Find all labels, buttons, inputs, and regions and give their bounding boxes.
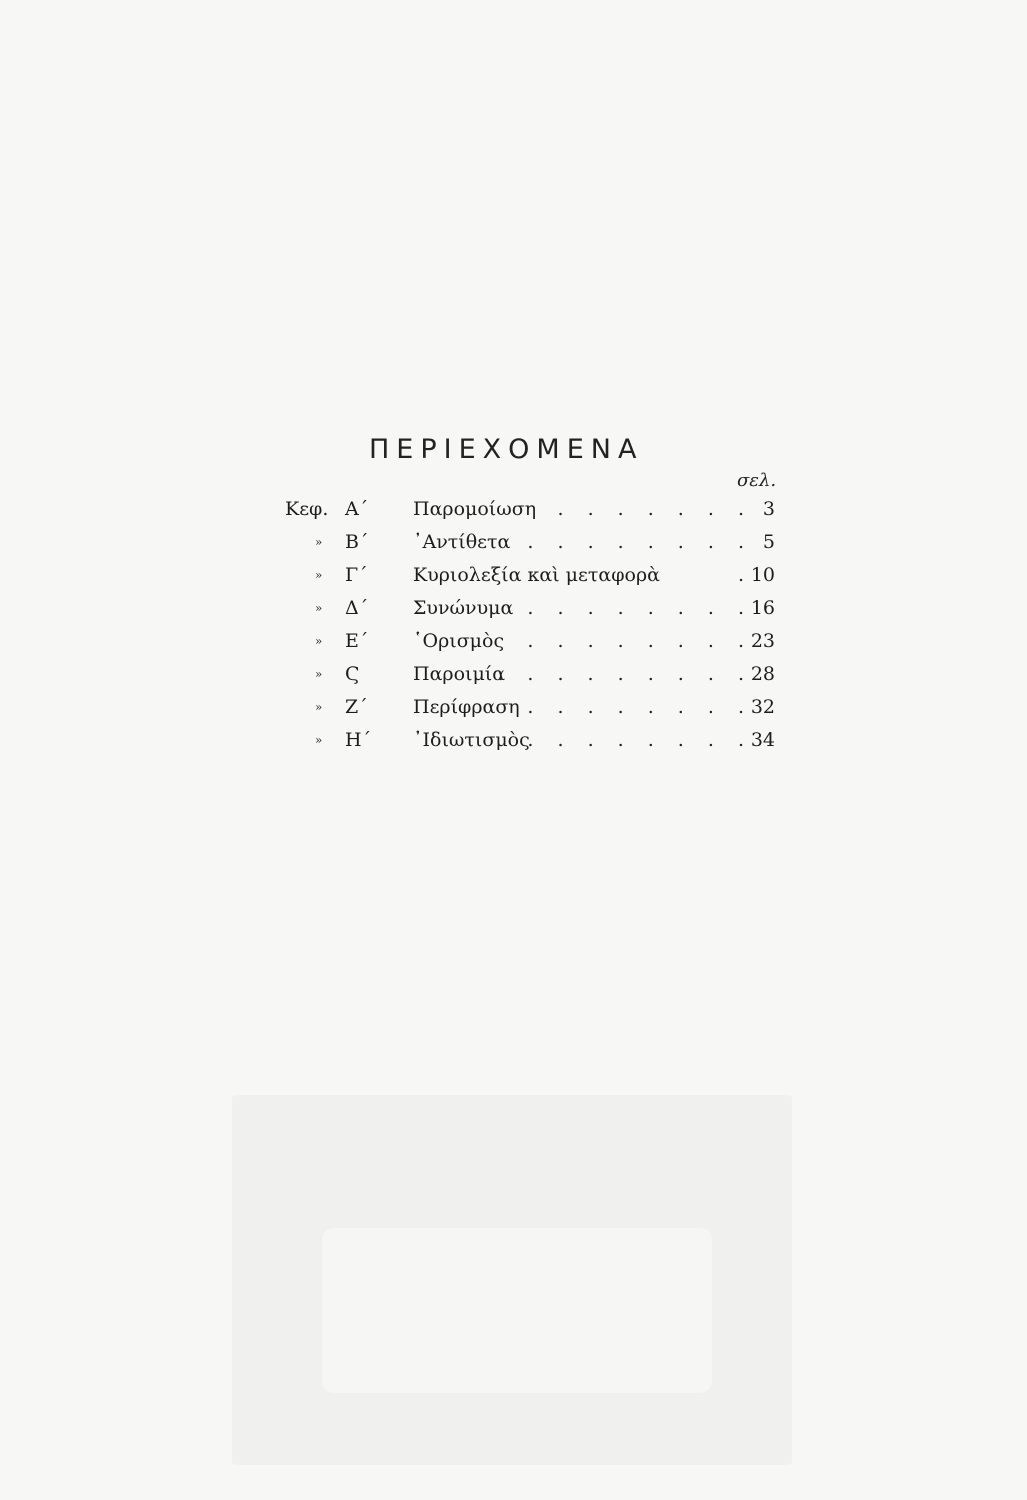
toc-entry[interactable] (285, 625, 775, 658)
toc-leader-dots: . . . . . . . . (527, 531, 753, 553)
toc-chapter-title: Κυριολεξία καὶ μεταφορὰ (413, 564, 660, 586)
toc-entry[interactable] (285, 493, 775, 526)
toc-chapter-letter: Η΄ (345, 729, 372, 751)
toc-leader-dots: . . . . . . . . (527, 729, 753, 751)
show-through-image-center (322, 1228, 712, 1393)
toc-chapter-letter: Δ΄ (345, 597, 369, 619)
toc-page-number: 16 (750, 597, 775, 619)
toc-chapter-title: ᾿Ιδιωτισμὸς (413, 729, 530, 751)
toc-chapter-prefix: » (315, 568, 323, 582)
table-of-contents (285, 493, 775, 757)
toc-chapter-title: Συνώνυμα (413, 597, 514, 619)
toc-chapter-letter: Γ΄ (345, 564, 368, 586)
toc-chapter-prefix: Κεφ. (285, 498, 329, 520)
toc-chapter-title: ᾿Αντίθετα (413, 531, 511, 553)
toc-page-number: 32 (750, 696, 775, 718)
toc-chapter-prefix: » (315, 601, 323, 615)
toc-entry[interactable] (285, 559, 775, 592)
toc-chapter-prefix: » (315, 535, 323, 549)
toc-chapter-letter: Ζ΄ (345, 696, 368, 718)
toc-leader-dots: . . . . . . . . (527, 597, 753, 619)
toc-chapter-prefix: » (315, 667, 323, 681)
toc-leader-dots: . . . . . . . . (527, 696, 753, 718)
toc-page-number: 34 (750, 729, 775, 751)
toc-chapter-letter: Ε΄ (345, 630, 369, 652)
toc-chapter-prefix: » (315, 733, 323, 747)
toc-leader-dots: . . . . . . . (557, 498, 753, 520)
page-title: ΠΕΡΙΕΧΟΜΕΝΑ (369, 434, 644, 466)
toc-leader-dots: . . . . . . . . . (497, 663, 753, 685)
toc-page-number: 23 (750, 630, 775, 652)
toc-chapter-prefix: » (315, 634, 323, 648)
toc-chapter-prefix: » (315, 700, 323, 714)
toc-chapter-letter: Α΄ (345, 498, 369, 520)
toc-entry[interactable] (285, 658, 775, 691)
page-column-label: σελ. (737, 470, 777, 491)
toc-chapter-title: ῾Ορισμὸς (413, 630, 505, 652)
toc-leader-dots: . (737, 564, 753, 586)
toc-page-number: 28 (750, 663, 775, 685)
toc-chapter-letter: Ϛ (345, 663, 360, 685)
toc-entry[interactable] (285, 526, 775, 559)
toc-entry[interactable] (285, 691, 775, 724)
toc-chapter-title: Παρομοίωση (413, 498, 537, 520)
toc-chapter-letter: Β΄ (345, 531, 369, 553)
toc-page-number: 10 (750, 564, 775, 586)
toc-entry[interactable] (285, 724, 775, 757)
toc-entry[interactable] (285, 592, 775, 625)
toc-page-number: 5 (762, 531, 775, 553)
toc-page-number: 3 (762, 498, 775, 520)
toc-chapter-title: Περίφραση (413, 696, 520, 718)
toc-chapter-title: Παροιμία (413, 663, 506, 685)
toc-leader-dots: . . . . . . . . (527, 630, 753, 652)
